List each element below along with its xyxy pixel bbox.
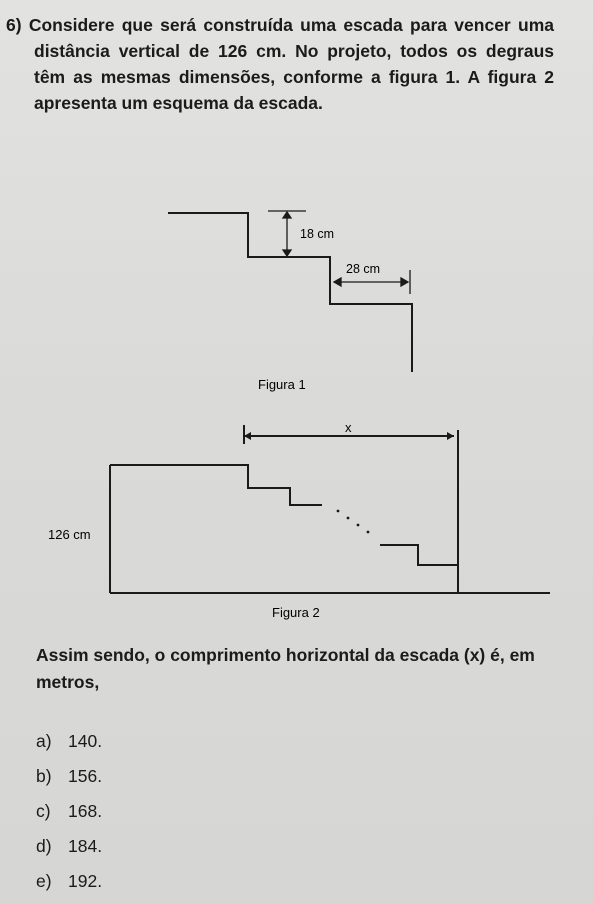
figure-2-caption: Figura 2 — [272, 605, 320, 620]
option-letter: d) — [36, 836, 52, 856]
figure-1-staircase — [168, 213, 412, 372]
figure-2-height-label: 126 cm — [48, 527, 91, 542]
option-e[interactable] — [36, 867, 102, 902]
option-value: 192. — [68, 871, 103, 891]
option-letter: a) — [36, 731, 52, 751]
option-b[interactable] — [36, 762, 102, 797]
option-value: 184. — [68, 836, 103, 856]
figure-1-caption: Figura 1 — [258, 377, 306, 392]
option-a[interactable] — [36, 727, 102, 762]
figure-2-width-label: x — [345, 420, 352, 435]
option-value: 140. — [68, 731, 103, 751]
prompt-text: Assim sendo, o comprimento horizontal da escada (x) é, em metros, — [36, 645, 535, 692]
figure-2-outline — [110, 425, 550, 593]
option-d[interactable] — [36, 832, 102, 867]
option-value: 156. — [68, 766, 103, 786]
option-c[interactable] — [36, 797, 102, 832]
figure-2-ellipsis — [337, 510, 370, 534]
option-letter: b) — [36, 766, 52, 786]
option-letter: c) — [36, 801, 51, 821]
question-number: 6) — [6, 15, 22, 35]
option-letter: e) — [36, 871, 52, 891]
option-value: 168. — [68, 801, 103, 821]
figure-1-riser-label: 18 cm — [300, 227, 335, 241]
question-text: Considere que será construída uma escada para vencer uma distância vertical de 126 cm. No projeto, todos os degraus têm as mesmas dimensões, conforme a figura 1. A figura 2 apresenta um esquema da escada. — [28, 15, 554, 113]
figure-1-tread-label: 28 cm — [346, 262, 381, 276]
options-list — [36, 727, 102, 902]
